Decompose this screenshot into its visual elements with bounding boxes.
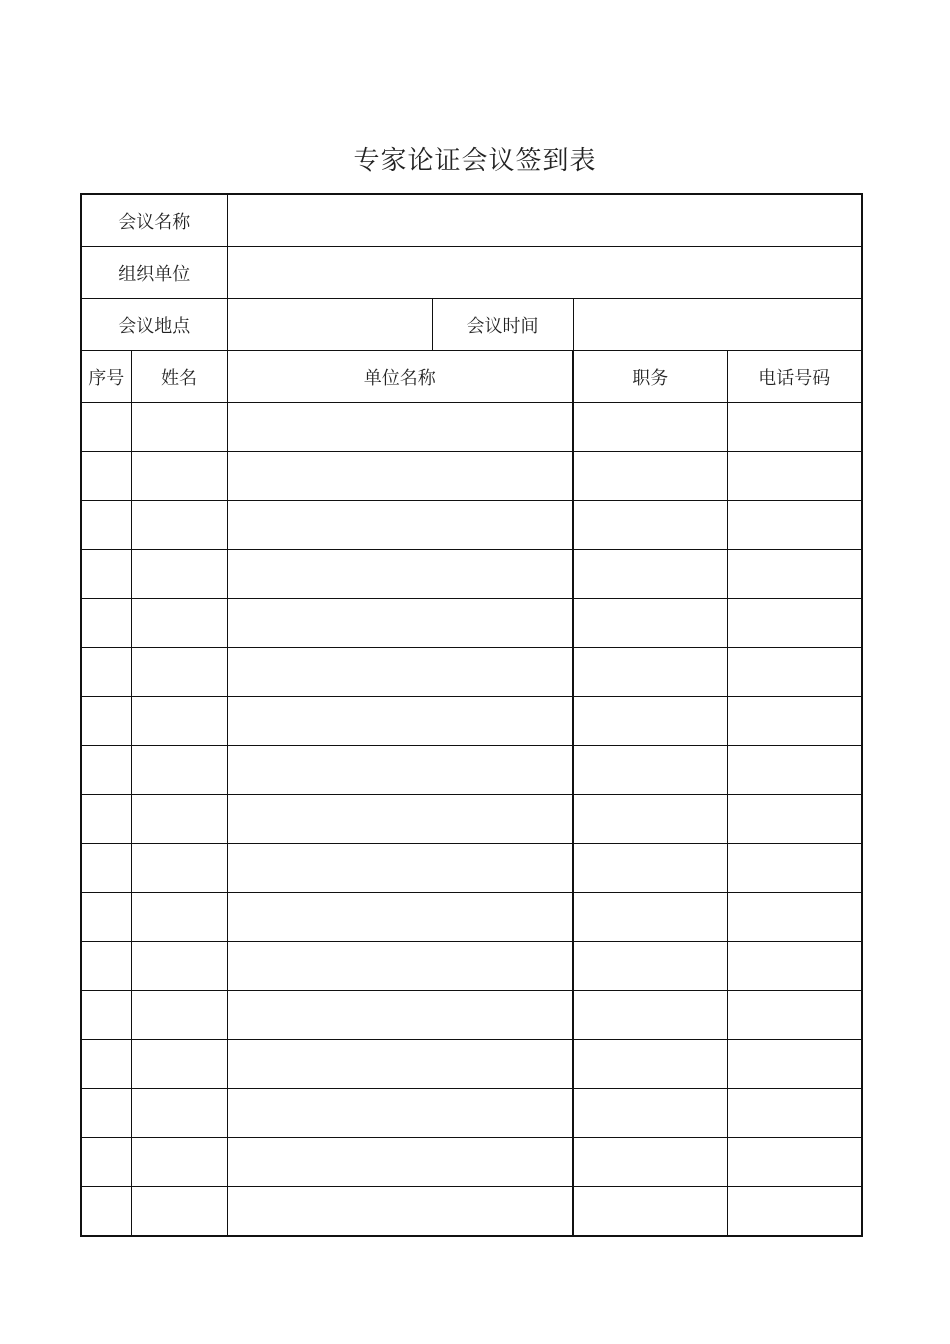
cell-index[interactable]	[81, 991, 131, 1040]
cell-position[interactable]	[573, 844, 727, 893]
column-header-row	[81, 351, 862, 403]
cell-name[interactable]	[131, 942, 227, 991]
cell-position[interactable]	[573, 893, 727, 942]
cell-phone[interactable]	[727, 1040, 862, 1089]
cell-name[interactable]	[131, 1089, 227, 1138]
header-position: 职务	[573, 351, 727, 403]
cell-index[interactable]	[81, 501, 131, 550]
table-row	[81, 746, 862, 795]
meeting-name-label: 会议名称	[81, 194, 227, 247]
table-row	[81, 599, 862, 648]
table-row	[81, 991, 862, 1040]
table-row	[81, 1040, 862, 1089]
table-row	[81, 942, 862, 991]
cell-position[interactable]	[573, 599, 727, 648]
cell-name[interactable]	[131, 1040, 227, 1089]
cell-position[interactable]	[573, 1089, 727, 1138]
cell-phone[interactable]	[727, 893, 862, 942]
cell-unit[interactable]	[227, 1089, 573, 1138]
cell-position[interactable]	[573, 550, 727, 599]
header-unit: 单位名称	[227, 351, 573, 403]
cell-index[interactable]	[81, 893, 131, 942]
cell-phone[interactable]	[727, 942, 862, 991]
cell-phone[interactable]	[727, 697, 862, 746]
location-label: 会议地点	[81, 299, 227, 351]
cell-position[interactable]	[573, 942, 727, 991]
cell-unit[interactable]	[227, 1187, 573, 1237]
table-row	[81, 795, 862, 844]
cell-name[interactable]	[131, 893, 227, 942]
cell-index[interactable]	[81, 1089, 131, 1138]
cell-index[interactable]	[81, 844, 131, 893]
cell-index[interactable]	[81, 599, 131, 648]
cell-index[interactable]	[81, 648, 131, 697]
cell-position[interactable]	[573, 991, 727, 1040]
organizer-field[interactable]	[227, 247, 862, 299]
table-row	[81, 452, 862, 501]
cell-index[interactable]	[81, 452, 131, 501]
table-row	[81, 403, 862, 452]
cell-index[interactable]	[81, 942, 131, 991]
cell-position[interactable]	[573, 795, 727, 844]
cell-index[interactable]	[81, 1040, 131, 1089]
cell-position[interactable]	[573, 452, 727, 501]
cell-phone[interactable]	[727, 844, 862, 893]
cell-unit[interactable]	[227, 1138, 573, 1187]
cell-phone[interactable]	[727, 403, 862, 452]
cell-name[interactable]	[131, 991, 227, 1040]
cell-index[interactable]	[81, 550, 131, 599]
cell-unit[interactable]	[227, 746, 573, 795]
organizer-row	[81, 247, 862, 299]
header-index: 序号	[81, 351, 131, 403]
cell-name[interactable]	[131, 452, 227, 501]
cell-unit[interactable]	[227, 452, 573, 501]
cell-unit[interactable]	[227, 403, 573, 452]
cell-index[interactable]	[81, 403, 131, 452]
cell-index[interactable]	[81, 1187, 131, 1237]
location-time-row	[81, 299, 862, 351]
cell-phone[interactable]	[727, 991, 862, 1040]
cell-phone[interactable]	[727, 599, 862, 648]
cell-phone[interactable]	[727, 1089, 862, 1138]
meeting-name-row	[81, 194, 862, 247]
cell-name[interactable]	[131, 550, 227, 599]
cell-unit[interactable]	[227, 991, 573, 1040]
cell-index[interactable]	[81, 746, 131, 795]
cell-position[interactable]	[573, 1138, 727, 1187]
cell-phone[interactable]	[727, 550, 862, 599]
cell-index[interactable]	[81, 1138, 131, 1187]
cell-name[interactable]	[131, 795, 227, 844]
cell-name[interactable]	[131, 746, 227, 795]
cell-unit[interactable]	[227, 599, 573, 648]
sign-in-table	[80, 193, 863, 1237]
table-row	[81, 1138, 862, 1187]
table-row	[81, 501, 862, 550]
cell-position[interactable]	[573, 746, 727, 795]
cell-unit[interactable]	[227, 648, 573, 697]
time-field[interactable]	[573, 299, 862, 351]
cell-unit[interactable]	[227, 550, 573, 599]
cell-unit[interactable]	[227, 697, 573, 746]
table-row	[81, 697, 862, 746]
cell-index[interactable]	[81, 795, 131, 844]
cell-unit[interactable]	[227, 501, 573, 550]
cell-position[interactable]	[573, 697, 727, 746]
organizer-label: 组织单位	[81, 247, 227, 299]
header-phone: 电话号码	[727, 351, 862, 403]
cell-unit[interactable]	[227, 893, 573, 942]
cell-position[interactable]	[573, 403, 727, 452]
header-name: 姓名	[131, 351, 227, 403]
cell-name[interactable]	[131, 844, 227, 893]
table-row	[81, 1089, 862, 1138]
cell-index[interactable]	[81, 697, 131, 746]
cell-name[interactable]	[131, 501, 227, 550]
time-label: 会议时间	[432, 299, 573, 351]
cell-phone[interactable]	[727, 648, 862, 697]
cell-position[interactable]	[573, 1040, 727, 1089]
cell-name[interactable]	[131, 648, 227, 697]
cell-phone[interactable]	[727, 1187, 862, 1237]
location-field[interactable]	[227, 299, 432, 351]
cell-unit[interactable]	[227, 795, 573, 844]
meeting-name-field[interactable]	[227, 194, 862, 247]
cell-position[interactable]	[573, 501, 727, 550]
cell-name[interactable]	[131, 1138, 227, 1187]
cell-name[interactable]	[131, 403, 227, 452]
table-row	[81, 844, 862, 893]
cell-name[interactable]	[131, 1187, 227, 1237]
table-row	[81, 550, 862, 599]
page-title: 专家论证会议签到表	[353, 146, 597, 176]
cell-phone[interactable]	[727, 452, 862, 501]
cell-phone[interactable]	[727, 746, 862, 795]
table-row	[81, 648, 862, 697]
cell-unit[interactable]	[227, 942, 573, 991]
cell-phone[interactable]	[727, 501, 862, 550]
table-row	[81, 1187, 862, 1237]
cell-name[interactable]	[131, 599, 227, 648]
cell-position[interactable]	[573, 648, 727, 697]
cell-unit[interactable]	[227, 1040, 573, 1089]
table-row	[81, 893, 862, 942]
cell-phone[interactable]	[727, 1138, 862, 1187]
cell-phone[interactable]	[727, 795, 862, 844]
cell-name[interactable]	[131, 697, 227, 746]
cell-unit[interactable]	[227, 844, 573, 893]
cell-position[interactable]	[573, 1187, 727, 1237]
